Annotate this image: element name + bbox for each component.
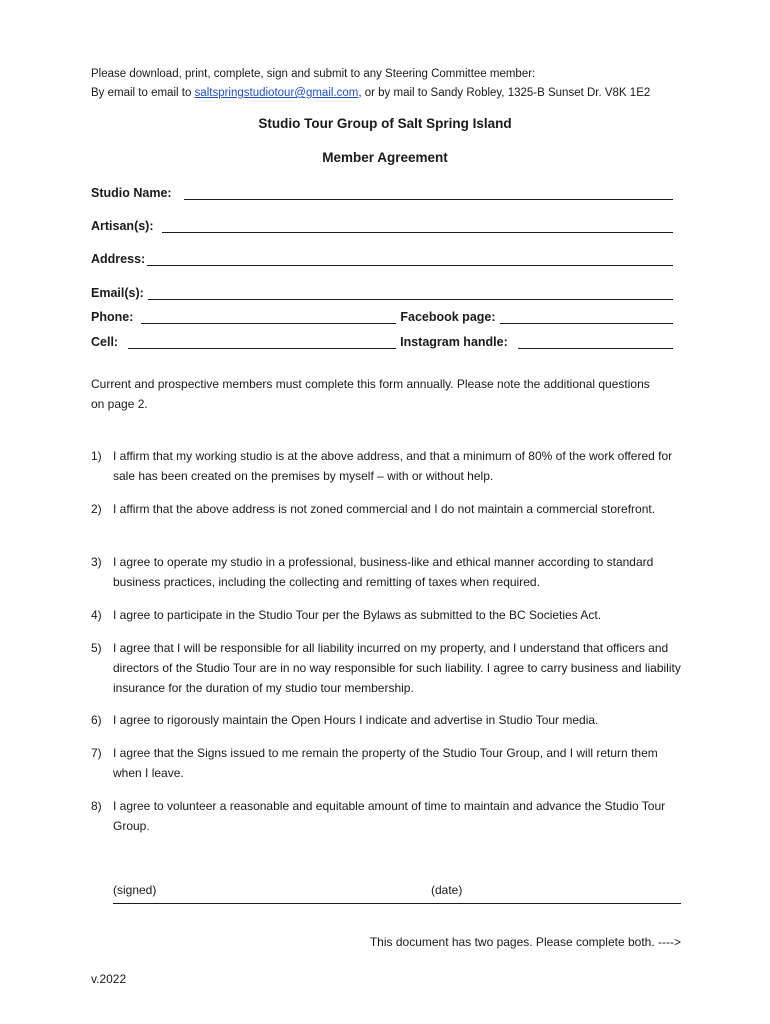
item-text: I agree that the Signs issued to me remain the property of the Studio Tour Group, and I will return them when I leave.: [113, 746, 658, 780]
phone-line[interactable]: [141, 311, 396, 324]
address-label: Address:: [91, 252, 146, 266]
annual-notice: Current and prospective members must complete this form annually. Please note the additional questions on page 2.: [91, 377, 650, 411]
list-item: [91, 743, 681, 783]
cell-line[interactable]: [128, 336, 396, 349]
artisans-field[interactable]: [91, 215, 673, 233]
item-text: I agree to operate my studio in a professional, business-like and ethical manner according to standard business practices, including the collecting and remitting of taxes when required.: [113, 555, 654, 589]
list-item: [91, 796, 681, 836]
address-line[interactable]: [147, 253, 673, 266]
instructions-suffix: , or by mail to Sandy Robley, 1325-B Sunset Dr. V8K 1E2: [358, 87, 651, 99]
document-subtitle: Member Agreement: [322, 150, 448, 165]
item-number: 6): [91, 713, 102, 727]
item-text: I agree to volunteer a reasonable and equitable amount of time to maintain and advance the Studio Tour Group.: [113, 799, 666, 833]
address-field[interactable]: [91, 248, 673, 266]
two-pages-note: This document has two pages. Please complete both. ---->: [369, 935, 681, 949]
facebook-label: Facebook page:: [400, 310, 496, 324]
cell-label: Cell:: [91, 335, 119, 349]
emails-line[interactable]: [148, 287, 673, 300]
list-item: [91, 638, 681, 698]
instagram-label: Instagram handle:: [400, 335, 508, 349]
item-text: I agree that I will be responsible for all liability incurred on my property, and I understand that officers and directors of the Studio Tour are in no way responsible for such liability. I agree to carry business and liability insurance for the duration of my studio tour membership.: [113, 641, 681, 695]
signed-label: (signed): [113, 883, 157, 897]
artisans-label: Artisan(s):: [91, 219, 154, 233]
phone-facebook-row: [91, 306, 673, 324]
instructions-line-1: Please download, print, complete, sign and submit to any Steering Committee member:: [91, 68, 536, 80]
emails-field[interactable]: [91, 282, 673, 300]
studio-name-field[interactable]: [91, 182, 673, 200]
instagram-line[interactable]: [518, 336, 673, 349]
instructions-prefix: By email to email to: [91, 87, 195, 99]
list-item: [91, 446, 681, 486]
list-item: [91, 499, 681, 519]
version-label: v.2022: [91, 972, 127, 986]
document-title: Studio Tour Group of Salt Spring Island: [258, 116, 512, 131]
cell-instagram-row: [91, 331, 673, 349]
item-number: 3): [91, 555, 102, 569]
email-link[interactable]: saltspringstudiotour@gmail.com: [194, 87, 359, 99]
item-number: 8): [91, 799, 102, 813]
item-number: 4): [91, 608, 102, 622]
emails-label: Email(s):: [91, 286, 144, 300]
list-item: [91, 552, 681, 592]
item-text: I agree to rigorously maintain the Open Hours I indicate and advertise in Studio Tour media.: [113, 713, 599, 727]
list-item: [91, 710, 681, 730]
artisans-line[interactable]: [162, 220, 673, 233]
instructions: [91, 65, 650, 103]
signature-line[interactable]: [113, 881, 681, 904]
instructions-line-2: [91, 84, 650, 103]
date-label: (date): [431, 883, 463, 897]
item-text: I affirm that my working studio is at the above address, and that a minimum of 80% of the work offered for sale has been created on the premises by myself – with or without help.: [113, 449, 673, 483]
studio-name-line[interactable]: [184, 187, 673, 200]
item-number: 2): [91, 502, 102, 516]
item-number: 7): [91, 746, 102, 760]
item-number: 1): [91, 449, 102, 463]
item-number: 5): [91, 641, 102, 655]
list-item: [91, 605, 681, 625]
item-text: I affirm that the above address is not zoned commercial and I do not maintain a commercial storefront.: [113, 502, 656, 516]
phone-label: Phone:: [91, 310, 134, 324]
studio-name-label: Studio Name:: [91, 186, 172, 200]
facebook-line[interactable]: [500, 311, 673, 324]
item-text: I agree to participate in the Studio Tour per the Bylaws as submitted to the BC Societies Act.: [113, 608, 602, 622]
